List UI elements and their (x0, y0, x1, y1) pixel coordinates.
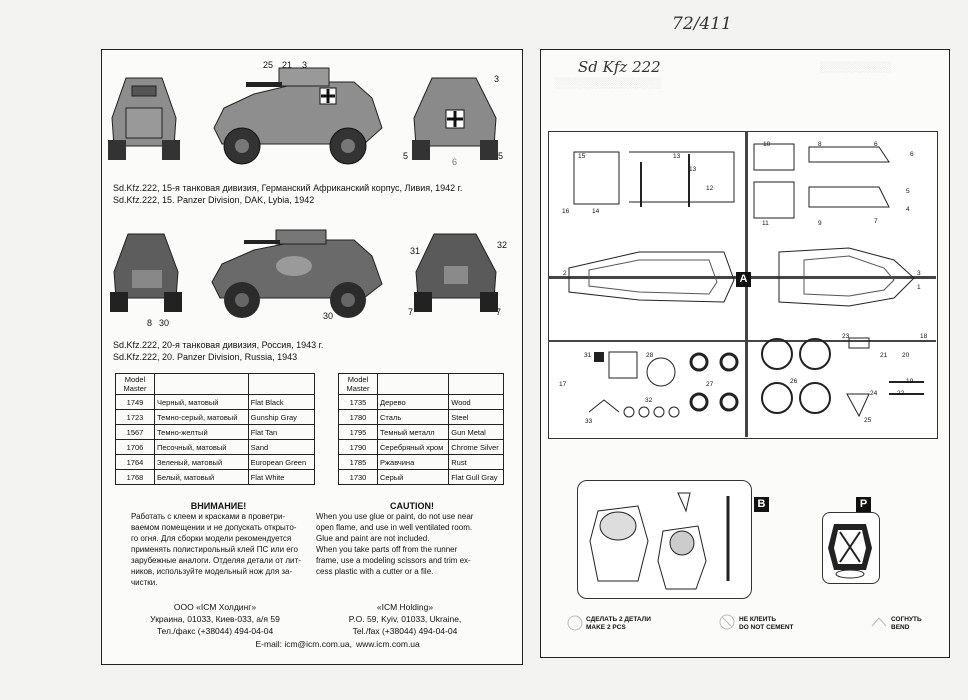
part-number: 3 (917, 270, 921, 277)
table-row (116, 455, 315, 470)
warning-ru-line: чистки. (131, 578, 158, 587)
warning-en-line: Glue and paint are not included. (316, 534, 430, 543)
paint-name-ru: Серебряный хром (378, 440, 449, 455)
rear-view-2 (414, 234, 498, 312)
callout-25: 25 (263, 60, 274, 70)
part-number: 20 (902, 352, 910, 359)
paint-name-en: Steel (449, 410, 504, 425)
callout-front-5: 5 (403, 151, 409, 161)
handwritten-catalog-number: 72/411 (672, 14, 732, 34)
paint-header-cell (116, 374, 155, 395)
part-number: 2 (563, 270, 567, 277)
paint-header-blank (449, 374, 504, 395)
warning-en-line: When you use glue or paint, do not use near (316, 512, 474, 521)
legend-bend-en: BEND (891, 624, 910, 631)
address-en-line: Tel./fax (+38044) 494-04-04 (352, 626, 458, 636)
part-number: 9 (818, 220, 822, 227)
paint-code: 1730 (339, 470, 378, 485)
part-number: 14 (592, 208, 600, 215)
warning-en-line: When you take parts off from the runner (316, 545, 458, 554)
part-number: 19 (906, 378, 914, 385)
paint-name-ru: Темно-желтый (155, 425, 249, 440)
front-view-2 (110, 234, 182, 312)
table-row (339, 470, 504, 485)
do-not-cement-icon (718, 613, 736, 631)
paint-table-left (115, 373, 315, 485)
part-number: 16 (562, 208, 570, 215)
table-row (339, 425, 504, 440)
warning-ru-line: Работать с клеем и красками в проветри- (131, 512, 286, 521)
header-master: Master (123, 384, 147, 393)
paint-name-en: Flat Gull Gray (449, 470, 504, 485)
caption-dak-ru: Sd.Kfz.222, 15-я танковая дивизия, Германский Африканский корпус, Ливия, 1942 г. (113, 183, 463, 193)
legend-do-not-cement-en: DO NOT CEMENT (739, 624, 794, 631)
paint-name-en: Rust (449, 455, 504, 470)
paint-table-header (339, 374, 504, 395)
paint-name-ru: Черный, матовый (155, 395, 249, 410)
callout-21: 21 (282, 60, 293, 70)
paint-name-ru: Зеленый, матовый (155, 455, 249, 470)
paint-code: 1764 (116, 455, 155, 470)
callout-30-side: 30 (323, 311, 334, 321)
warning-ru-line: зарубежные аналоги. Отделяя детали от лит- (131, 556, 301, 565)
paint-name-en: Chrome Silver (449, 440, 504, 455)
paint-table-right (338, 373, 504, 485)
address-ru-line: ООО «ICM Холдинг» (173, 602, 257, 612)
warning-en-line: frame, use a modeling scissors and trim ex- (316, 556, 471, 565)
paint-code: 1723 (116, 410, 155, 425)
front-view-1 (108, 78, 180, 160)
paint-table-header (116, 374, 315, 395)
address-en-line: P.O. 59, Kyiv, 01033, Ukraine, (348, 614, 462, 624)
warning-ru-line: применять полистирольный клей ПС или его (131, 545, 298, 554)
part-number: 32 (645, 397, 653, 404)
legend-make-2 (586, 616, 651, 632)
paint-code: 1795 (339, 425, 378, 440)
part-number: 21 (880, 352, 888, 359)
sprue-b-label: B (754, 497, 769, 512)
paint-name-en: Sand (248, 440, 314, 455)
part-number: 25 (864, 417, 872, 424)
part-number: 13 (689, 166, 697, 173)
table-row (116, 410, 315, 425)
make-2-icon (566, 614, 584, 632)
table-row (339, 440, 504, 455)
faded-bleed-text: ░░░░░░░░░░░░░░░ (555, 78, 662, 89)
vehicle-views-russia (104, 226, 516, 326)
part-number: 24 (870, 390, 878, 397)
faded-bleed-text: ░░░░░░░░░░ (820, 62, 891, 73)
part-number: 12 (706, 185, 714, 192)
part-number: 33 (585, 418, 593, 425)
caption-russia-en: Sd.Kfz.222, 20. Panzer Division, Russia, 1943 (113, 352, 298, 362)
table-row (116, 440, 315, 455)
header-model: Model (124, 375, 146, 384)
legend-make-2-en: MAKE 2 PCS (586, 624, 626, 631)
table-row (116, 395, 315, 410)
part-number: 27 (706, 381, 714, 388)
paint-header-blank (378, 374, 449, 395)
paint-code: 1790 (339, 440, 378, 455)
paint-name-en: Flat White (248, 470, 314, 485)
paint-name-ru: Темно-серый, матовый (155, 410, 249, 425)
paint-code: 1735 (339, 395, 378, 410)
photo-etch-grille (826, 518, 874, 580)
address-ru (130, 601, 300, 637)
part-number: 28 (646, 352, 654, 359)
paint-header-cell (339, 374, 378, 395)
sprue-b-parts (578, 481, 749, 596)
legend-bend (891, 616, 922, 632)
paint-code: 1567 (116, 425, 155, 440)
part-number: 10 (763, 141, 771, 148)
address-en-line: «ICM Holding» (376, 602, 434, 612)
warning-en (316, 501, 508, 577)
paint-name-en: Gunship Gray (248, 410, 314, 425)
part-number: 7 (874, 218, 878, 225)
warning-ru (131, 501, 306, 588)
paint-name-ru: Песочный, матовый (155, 440, 249, 455)
side-view-2 (212, 230, 382, 318)
part-number: 4 (906, 206, 910, 213)
warning-ru-line: ваемом помещении и не допускать открыто- (131, 523, 297, 532)
side-view-1 (214, 68, 382, 164)
table-row (339, 455, 504, 470)
address-en (325, 601, 485, 637)
paint-code: 1706 (116, 440, 155, 455)
part-number: 23 (842, 333, 850, 340)
part-number: 18 (920, 333, 928, 340)
table-row (339, 395, 504, 410)
part-number: 22 (897, 390, 905, 397)
table-row (116, 425, 315, 440)
caption-russia (113, 339, 323, 363)
bend-icon (870, 614, 888, 632)
part-number: 6 (910, 151, 914, 158)
part-number: 11 (762, 220, 769, 227)
photo-etch-label: P (856, 497, 871, 512)
caption-dak (113, 182, 462, 206)
header-master: Master (346, 384, 370, 393)
part-number: 26 (790, 378, 798, 385)
rear-view-1 (412, 78, 498, 160)
callout-30-front: 30 (159, 318, 170, 328)
paint-name-ru: Белый, матовый (155, 470, 249, 485)
callout-31: 31 (410, 246, 421, 256)
handwritten-title: Sd Kfz 222 (578, 58, 661, 76)
website-text: www.icm.com.ua (356, 639, 420, 649)
paint-name-en: Flat Black (248, 395, 314, 410)
paint-code: 1780 (339, 410, 378, 425)
email-text: E-mail: icm@icm.com.ua, (255, 639, 352, 649)
header-model: Model (347, 375, 369, 384)
address-ru-line: Тел./факс (+38044) 494-04-04 (156, 626, 274, 636)
callout-rear-3: 3 (494, 74, 500, 84)
callout-8: 8 (147, 318, 153, 328)
part-number: 8 (818, 141, 822, 148)
paint-header-blank (155, 374, 249, 395)
paint-name-en: Gun Metal (449, 425, 504, 440)
sprue-a-label: A (736, 272, 751, 287)
caption-russia-ru: Sd.Kfz.222, 20-я танковая дивизия, Россия, 1943 г. (113, 340, 324, 350)
part-number: 6 (874, 141, 878, 148)
paint-code: 1785 (339, 455, 378, 470)
paint-header-blank (248, 374, 314, 395)
address-ru-line: Украина, 01033, Киев-033, а/я 59 (150, 614, 280, 624)
table-row (116, 470, 315, 485)
warning-ru-line: ников, используйте модельный нож для за- (131, 567, 293, 576)
paint-code: 1749 (116, 395, 155, 410)
warning-en-line: cess plastic with a cutter or a file. (316, 567, 434, 576)
paint-name-ru: Сталь (378, 410, 449, 425)
part-number: 31 (584, 352, 592, 359)
paint-name-en: European Green (248, 455, 314, 470)
paint-name-en: Wood (449, 395, 504, 410)
paint-name-ru: Ржавчина (378, 455, 449, 470)
part-number: 13 (673, 153, 681, 160)
callout-7a: 7 (408, 307, 414, 317)
callout-7b: 7 (496, 307, 502, 317)
legend-do-not-cement-ru: НЕ КЛЕИТЬ (739, 616, 777, 623)
paint-name-ru: Дерево (378, 395, 449, 410)
legend-do-not-cement (739, 616, 794, 632)
paint-name-ru: Темный металл (378, 425, 449, 440)
callout-3: 3 (302, 60, 308, 70)
part-number: 15 (578, 153, 586, 160)
table-row (339, 410, 504, 425)
callout-32: 32 (497, 240, 508, 250)
legend-bend-ru: СОГНУТЬ (891, 616, 922, 623)
paint-code: 1768 (116, 470, 155, 485)
paint-name-ru: Серый (378, 470, 449, 485)
callout-6: 6 (452, 157, 458, 167)
warning-en-line: open flame, and use in well ventilated room. (316, 523, 473, 532)
caption-dak-en: Sd.Kfz.222, 15. Panzer Division, DAK, Lybia, 1942 (113, 195, 315, 205)
callout-rear-5: 5 (498, 151, 504, 161)
part-number: 1 (917, 284, 921, 291)
legend-make-2-ru: СДЕЛАТЬ 2 ДЕТАЛИ (586, 616, 651, 623)
warning-en-title: CAUTION! (390, 501, 434, 511)
warning-ru-line: го огня. Для сборки модели рекомендуется (131, 534, 292, 543)
part-number: 17 (559, 381, 567, 388)
paint-name-en: Flat Tan (248, 425, 314, 440)
warning-ru-title: ВНИМАНИЕ! (190, 501, 247, 511)
part-number: 5 (906, 188, 910, 195)
